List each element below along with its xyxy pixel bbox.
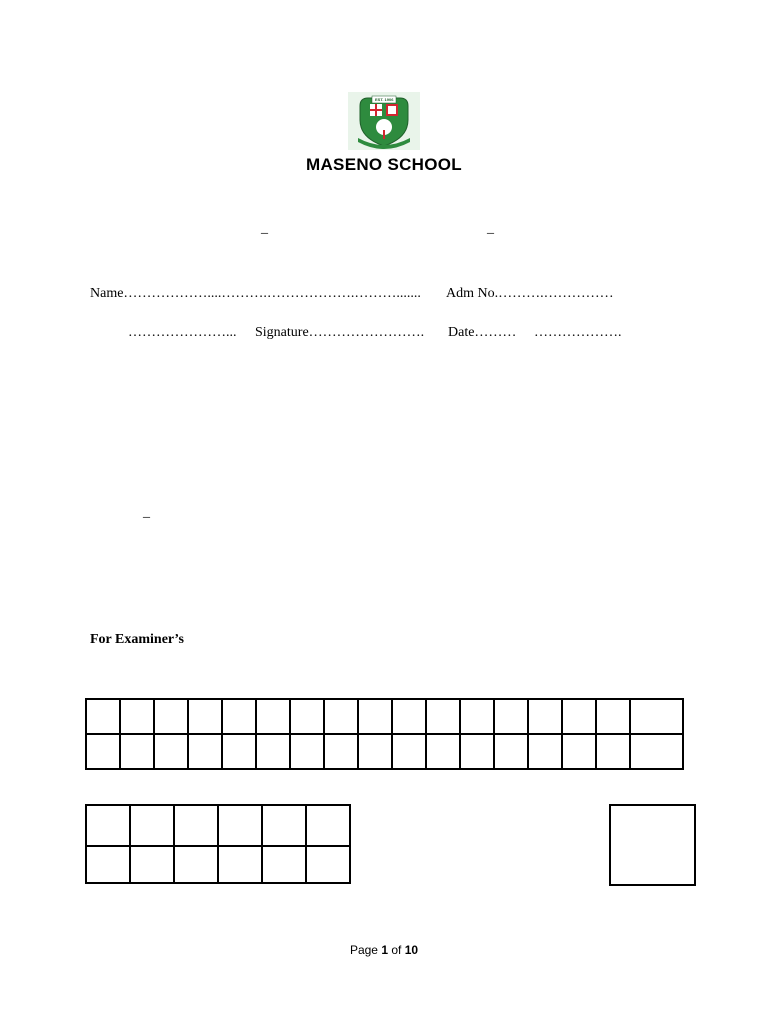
mark-cell[interactable] <box>120 734 154 769</box>
mark-cell[interactable] <box>256 734 290 769</box>
mark-cell[interactable] <box>120 699 154 734</box>
mark-cell[interactable] <box>460 699 494 734</box>
mark-cell[interactable] <box>494 699 528 734</box>
mark-cell[interactable] <box>494 734 528 769</box>
mark-cell[interactable] <box>218 805 262 846</box>
mark-cell[interactable] <box>154 699 188 734</box>
mark-cell[interactable] <box>426 699 460 734</box>
mark-cell[interactable] <box>218 846 262 883</box>
mark-cell[interactable] <box>86 805 130 846</box>
mark-cell[interactable] <box>460 734 494 769</box>
footer-current-page: 1 <box>381 943 388 957</box>
footer-prefix: Page <box>349 943 378 957</box>
grand-total-box[interactable] <box>609 804 696 886</box>
mark-cell[interactable] <box>188 699 222 734</box>
mark-cell[interactable] <box>358 699 392 734</box>
mark-cell[interactable] <box>596 734 630 769</box>
table-row <box>86 699 683 734</box>
total-cell[interactable] <box>630 734 683 769</box>
table-row <box>86 805 350 846</box>
mark-cell[interactable] <box>596 699 630 734</box>
mark-cell[interactable] <box>188 734 222 769</box>
mark-cell[interactable] <box>262 805 306 846</box>
dash-lower: _ <box>143 505 150 520</box>
adm-no-field[interactable]: Adm No.……….…………… <box>446 286 614 301</box>
school-crest-logo <box>348 92 420 150</box>
mark-cell[interactable] <box>306 846 350 883</box>
mark-cell[interactable] <box>290 734 324 769</box>
mark-cell[interactable] <box>528 699 562 734</box>
mark-cell[interactable] <box>222 699 256 734</box>
school-name: MASENO SCHOOL <box>306 155 462 174</box>
class-field[interactable]: …………………... <box>128 325 237 340</box>
mark-cell[interactable] <box>426 734 460 769</box>
mark-cell[interactable] <box>86 734 120 769</box>
mark-cell[interactable] <box>222 734 256 769</box>
marks-table-bottom <box>85 804 351 884</box>
mark-cell[interactable] <box>290 699 324 734</box>
footer-total-pages: 10 <box>404 943 419 957</box>
mark-cell[interactable] <box>174 805 218 846</box>
total-cell[interactable] <box>630 699 683 734</box>
dash-left: _ <box>261 221 268 236</box>
mark-cell[interactable] <box>262 846 306 883</box>
logo-text: EST. 1906 <box>375 97 394 102</box>
mark-cell[interactable] <box>392 699 426 734</box>
mark-cell[interactable] <box>306 805 350 846</box>
mark-cell[interactable] <box>86 699 120 734</box>
dash-right: _ <box>487 221 494 236</box>
date-field-continuation: ………………. <box>534 325 622 340</box>
mark-cell[interactable] <box>324 699 358 734</box>
mark-cell[interactable] <box>154 734 188 769</box>
mark-cell[interactable] <box>562 734 596 769</box>
name-field[interactable]: Name………………....……….……………….………....... <box>90 286 421 301</box>
mark-cell[interactable] <box>528 734 562 769</box>
mark-cell[interactable] <box>324 734 358 769</box>
mark-cell[interactable] <box>86 846 130 883</box>
page-footer <box>0 943 768 957</box>
date-field[interactable]: Date……… <box>448 325 517 340</box>
examiner-label: For Examiner’s <box>90 632 184 647</box>
footer-of: of <box>391 943 402 957</box>
mark-cell[interactable] <box>358 734 392 769</box>
mark-cell[interactable] <box>130 805 174 846</box>
mark-cell[interactable] <box>392 734 426 769</box>
marks-table-top <box>85 698 684 770</box>
mark-cell[interactable] <box>256 699 290 734</box>
signature-field[interactable]: Signature……………………. <box>255 325 425 340</box>
mark-cell[interactable] <box>174 846 218 883</box>
mark-cell[interactable] <box>562 699 596 734</box>
table-row <box>86 846 350 883</box>
mark-cell[interactable] <box>130 846 174 883</box>
table-row <box>86 734 683 769</box>
